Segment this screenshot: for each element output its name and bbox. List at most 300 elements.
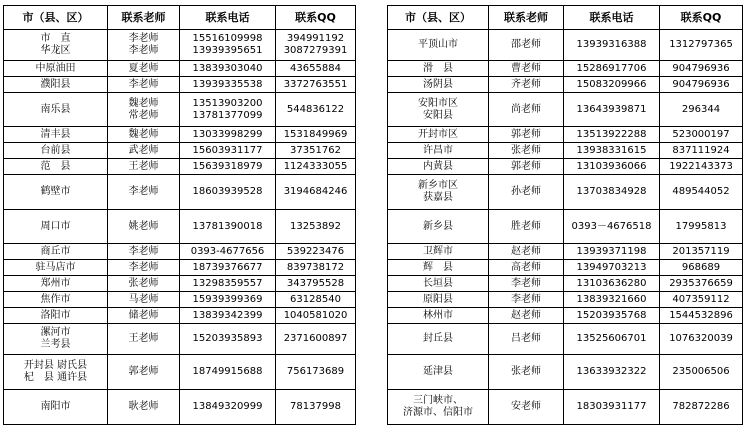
phone-cell-text: 15203935893 [192,333,263,344]
region-cell [388,61,489,77]
region-cell-text: 卫辉市 [423,245,453,257]
region-cell [4,159,108,175]
region-cell-text: 范 县 [40,160,71,172]
phone-cell-text: 18303931177 [576,401,647,412]
qq-cell-text: 756173689 [286,366,345,377]
region-cell-text: 三门峡市、 [413,395,463,406]
table-row [388,159,743,175]
qq-cell-text: 523000197 [672,128,730,140]
teacher-cell [489,127,564,143]
region-cell-text: 濮阳县 [40,78,71,90]
phone-cell [180,260,276,276]
region-cell-text: 新乡县 [423,220,453,232]
region-cell-text: 新乡市区 [418,180,458,191]
phone-cell [564,324,660,355]
qq-cell [660,324,743,355]
region-cell [4,93,108,127]
phone-cell-text: 0393-4677656 [190,245,265,257]
teacher-cell [489,143,564,159]
phone-cell [564,355,660,390]
table-row [4,292,356,308]
qq-cell-text: 1922143373 [669,160,733,172]
phone-cell [180,159,276,175]
qq-cell [660,210,743,244]
teacher-cell-text: 赵老师 [511,309,541,321]
qq-cell-text: 343795528 [286,277,345,289]
teacher-cell-text: 张老师 [128,277,159,289]
teacher-cell-text: 耿老师 [128,401,159,412]
phone-cell-text: 18749915688 [192,366,263,377]
qq-cell-text: 1544532896 [669,309,733,321]
phone-cell [180,276,276,292]
teacher-cell-text: 郭老师 [511,128,541,140]
phone-cell-text: 13849320999 [192,401,263,412]
phone-cell [564,30,660,61]
qq-cell-text: 904796936 [672,62,730,74]
phone-cell [564,260,660,276]
right-table-body [388,30,743,425]
phone-cell-text: 13938331615 [576,144,647,156]
region-cell-text: 汤阴县 [423,78,453,90]
qq-cell [276,175,356,210]
qq-cell-text: 837111924 [672,144,730,156]
phone-cell [564,77,660,93]
region-cell [4,175,108,210]
region-cell-text: 林州市 [423,309,453,321]
qq-cell-text: 407359112 [672,293,730,305]
teacher-cell [489,260,564,276]
teacher-cell-text: 李老师 [128,78,159,90]
region-cell-text: 台前县 [40,144,71,156]
region-cell-text: 漯河市 [40,327,71,338]
region-cell [388,292,489,308]
qq-cell-text: 904796936 [672,78,730,90]
right-contact-table [387,5,743,425]
qq-cell [276,276,356,292]
qq-cell [276,127,356,143]
table-row [388,244,743,260]
table-row [4,30,356,61]
teacher-cell [489,308,564,324]
phone-cell [564,276,660,292]
phone-cell [180,308,276,324]
region-cell [388,127,489,143]
table-row [4,127,356,143]
teacher-cell [108,93,180,127]
qq-cell [660,175,743,210]
header-region: 市（县、区） [4,6,108,30]
qq-cell [276,244,356,260]
phone-cell [180,77,276,93]
phone-cell [564,127,660,143]
phone-cell-text: 15603931177 [192,144,263,156]
qq-cell-text: 13253892 [290,220,341,232]
qq-cell-text: 1076320039 [669,333,733,344]
table-row [4,159,356,175]
teacher-cell-text: 曹老师 [511,62,541,74]
qq-cell [276,77,356,93]
phone-cell [564,390,660,425]
table-row [388,77,743,93]
qq-cell-text: 63128540 [290,293,341,305]
region-cell-text: 洛阳市 [40,309,71,321]
table-row [4,260,356,276]
teacher-cell [489,390,564,425]
phone-cell-text: 15286917706 [576,62,647,74]
teacher-cell-text: 郭老师 [128,366,159,377]
phone-cell [180,292,276,308]
phone-cell-text: 13839321660 [576,293,647,305]
region-cell-text: 滑 县 [423,62,453,74]
qq-cell [660,30,743,61]
table-row [4,143,356,159]
teacher-cell [108,77,180,93]
qq-cell-text: 201357119 [672,245,730,257]
phone-cell-text: 13633932322 [576,366,647,377]
table-row [388,355,743,390]
left-table-body [4,30,356,425]
region-cell [4,127,108,143]
qq-cell [660,276,743,292]
teacher-cell-text: 常老师 [128,109,159,121]
phone-cell-text: 13103636280 [576,277,647,289]
phone-cell-text: 13033998299 [192,128,263,140]
phone-cell-text: 13839303040 [192,62,263,74]
teacher-cell-text: 储老师 [128,309,159,321]
qq-cell [276,93,356,127]
phone-cell [180,61,276,77]
header-teacher: 联系老师 [489,6,564,30]
table-row [4,324,356,355]
table-row [388,276,743,292]
phone-cell [180,127,276,143]
region-cell [4,77,108,93]
phone-cell [180,143,276,159]
phone-cell [564,244,660,260]
teacher-cell-text: 吕老师 [511,333,541,344]
qq-cell-text: 78137998 [290,401,341,412]
region-cell [388,30,489,61]
region-cell [388,260,489,276]
phone-cell [564,61,660,77]
region-cell [388,355,489,390]
teacher-cell [108,175,180,210]
qq-cell-text: 3087279391 [283,45,348,56]
region-cell [4,324,108,355]
qq-cell-text: 2371600897 [283,333,348,344]
region-cell-text: 鹤壁市 [40,186,71,197]
qq-cell-text: 1040581020 [283,309,348,321]
qq-cell [660,77,743,93]
region-cell [4,292,108,308]
teacher-cell-text: 张老师 [511,366,541,377]
teacher-cell [489,210,564,244]
qq-cell-text: 1312797365 [669,39,733,50]
qq-cell-text: 37351762 [290,144,341,156]
qq-cell-text: 1531849969 [283,128,348,140]
region-cell-text: 封丘县 [423,333,453,344]
teacher-cell [489,292,564,308]
teacher-cell-text: 李老师 [128,186,159,197]
phone-cell [180,390,276,425]
region-cell-text: 延津县 [423,366,453,377]
region-cell-text: 商丘市 [40,245,71,257]
teacher-cell [108,292,180,308]
qq-cell [276,308,356,324]
qq-cell [660,143,743,159]
teacher-cell [108,210,180,244]
qq-cell [276,355,356,390]
phone-cell-text: 13839342399 [192,309,263,321]
region-cell [388,244,489,260]
teacher-cell-text: 张老师 [511,144,541,156]
teacher-cell-text: 马老师 [128,293,159,305]
region-cell-text: 原阳县 [423,293,453,305]
region-cell [4,61,108,77]
phone-cell [180,210,276,244]
teacher-cell [489,276,564,292]
table-row [388,292,743,308]
table-row [388,61,743,77]
qq-cell [276,390,356,425]
teacher-cell-text: 李老师 [128,261,159,273]
region-cell-text: 郑州市 [40,277,71,289]
qq-cell-text: 235006506 [672,366,730,377]
phone-cell-text: 13939316388 [576,39,647,50]
teacher-cell-text: 郭老师 [511,160,541,172]
region-cell [388,175,489,210]
table-row [4,93,356,127]
teacher-cell-text: 魏老师 [128,128,159,140]
phone-cell [180,355,276,390]
region-cell-text: 兰考县 [40,339,71,350]
region-cell-text: 焦作市 [40,293,71,305]
region-cell-text: 南乐县 [40,103,71,115]
phone-cell [564,93,660,127]
phone-cell [564,308,660,324]
teacher-cell-text: 高老师 [511,261,541,273]
table-row [388,93,743,127]
phone-cell [180,244,276,260]
region-cell [388,143,489,159]
region-cell-text: 驻马店市 [35,261,76,273]
region-cell [4,276,108,292]
teacher-cell [489,61,564,77]
region-cell-text: 内黄县 [423,160,453,172]
region-cell-text: 南阳市 [40,401,71,412]
teacher-cell [489,77,564,93]
qq-cell [276,61,356,77]
teacher-cell [108,324,180,355]
region-cell-text: 市 直 [40,33,71,44]
teacher-cell-text: 李老师 [511,293,541,305]
region-cell [388,159,489,175]
phone-cell [564,175,660,210]
phone-cell [180,30,276,61]
phone-cell-text: 13781390018 [192,220,263,232]
qq-cell [660,355,743,390]
table-row [388,260,743,276]
qq-cell [660,244,743,260]
teacher-cell-text: 夏老师 [128,62,159,74]
teacher-cell [108,127,180,143]
phone-cell-text: 15639318979 [192,160,263,172]
qq-cell [660,390,743,425]
phone-cell-text: 13781377099 [192,109,263,121]
qq-cell [276,324,356,355]
teacher-cell-text: 王老师 [128,333,159,344]
qq-cell [276,159,356,175]
teacher-cell [489,159,564,175]
region-cell-text: 开封县 尉氏县 [23,360,88,371]
teacher-cell [108,276,180,292]
qq-cell-text: 394991192 [286,33,345,44]
region-cell [388,77,489,93]
phone-cell-text: 13703834928 [576,186,647,197]
region-cell-text: 安阳市区 [418,97,458,109]
phone-cell-text: 15083209966 [576,78,647,90]
teacher-cell [108,308,180,324]
qq-cell-text: 2935376659 [669,277,733,289]
qq-cell [660,127,743,143]
region-cell-text: 辉 县 [423,261,453,273]
phone-cell-text: 15203935768 [576,309,647,321]
teacher-cell [489,244,564,260]
table-row [4,61,356,77]
table-row [388,127,743,143]
region-cell [388,276,489,292]
region-cell [388,324,489,355]
region-cell [4,30,108,61]
teacher-cell [489,30,564,61]
teacher-cell-text: 李老师 [511,277,541,289]
qq-cell [660,292,743,308]
qq-cell [660,93,743,127]
phone-cell-text: 13939395651 [192,45,263,56]
region-cell [388,308,489,324]
teacher-cell-text: 李老师 [128,33,159,44]
qq-cell [276,30,356,61]
qq-cell-text: 3194684246 [283,186,348,197]
qq-cell-text: 839738172 [286,261,345,273]
header-qq: 联系QQ [276,6,356,30]
region-cell-text: 华龙区 [40,45,71,56]
qq-cell-text: 43655884 [290,62,341,74]
phone-cell [564,159,660,175]
teacher-cell-text: 魏老师 [128,97,159,109]
qq-cell [660,308,743,324]
region-cell [388,93,489,127]
teacher-cell-text: 邵老师 [511,39,541,50]
left-contact-table [3,5,356,425]
teacher-cell-text: 孙老师 [511,186,541,197]
qq-cell [276,210,356,244]
region-cell [4,390,108,425]
qq-cell [276,292,356,308]
region-cell-text: 济源市、信阳市 [403,407,473,418]
header-teacher: 联系老师 [108,6,180,30]
teacher-cell [108,30,180,61]
region-cell-text: 清丰县 [40,128,71,140]
region-cell [4,210,108,244]
teacher-cell-text: 姚老师 [128,220,159,232]
phone-cell [180,93,276,127]
qq-cell-text: 968689 [681,261,721,273]
table-row [388,210,743,244]
qq-cell-text: 539223476 [286,245,345,257]
phone-cell [564,292,660,308]
phone-cell [564,143,660,159]
teacher-cell [489,324,564,355]
teacher-cell-text: 安老师 [511,401,541,412]
table-row [388,390,743,425]
teacher-cell [108,355,180,390]
qq-cell-text: 3372763551 [283,78,348,90]
table-row [4,390,356,425]
teacher-cell [108,159,180,175]
teacher-cell [108,260,180,276]
region-cell-text: 安阳县 [423,109,453,121]
teacher-cell [489,355,564,390]
region-cell-text: 平顶山市 [418,39,458,50]
region-cell-text: 周口市 [40,220,71,232]
qq-cell-text: 782872286 [672,401,730,412]
table-row [4,77,356,93]
teacher-cell-text: 武老师 [128,144,159,156]
qq-cell-text: 1124333055 [283,160,348,172]
table-row [4,175,356,210]
table-row [388,175,743,210]
qq-cell [276,143,356,159]
phone-cell-text: 15939399369 [192,293,263,305]
region-cell [4,308,108,324]
qq-cell [276,260,356,276]
region-cell [388,210,489,244]
table-row [4,308,356,324]
qq-cell [660,260,743,276]
region-cell [4,143,108,159]
region-cell-text: 开封市区 [418,128,458,140]
region-cell [4,260,108,276]
phone-cell-text: 13513903200 [192,97,263,109]
region-cell-text: 中原油田 [35,62,76,74]
teacher-cell [108,61,180,77]
phone-cell-text: 0393－4676518 [571,220,652,232]
teacher-cell-text: 齐老师 [511,78,541,90]
region-cell [388,390,489,425]
teacher-cell-text: 赵老师 [511,245,541,257]
teacher-cell-text: 李老师 [128,245,159,257]
header-qq: 联系QQ [660,6,743,30]
table-row [4,210,356,244]
table-row [388,143,743,159]
qq-cell-text: 17995813 [675,220,727,232]
phone-cell-text: 13525606701 [576,333,647,344]
phone-cell-text: 18739376677 [192,261,263,273]
table-row [4,244,356,260]
phone-cell-text: 13949703213 [576,261,647,273]
header-row [388,6,743,30]
region-cell-text: 长垣县 [423,277,453,289]
header-phone: 联系电话 [564,6,660,30]
header-phone: 联系电话 [180,6,276,30]
teacher-cell [108,244,180,260]
phone-cell-text: 13298359557 [192,277,263,289]
phone-cell-text: 13939335538 [192,78,263,90]
phone-cell [180,175,276,210]
phone-cell-text: 13103936066 [576,160,647,172]
teacher-cell-text: 李老师 [128,45,159,56]
